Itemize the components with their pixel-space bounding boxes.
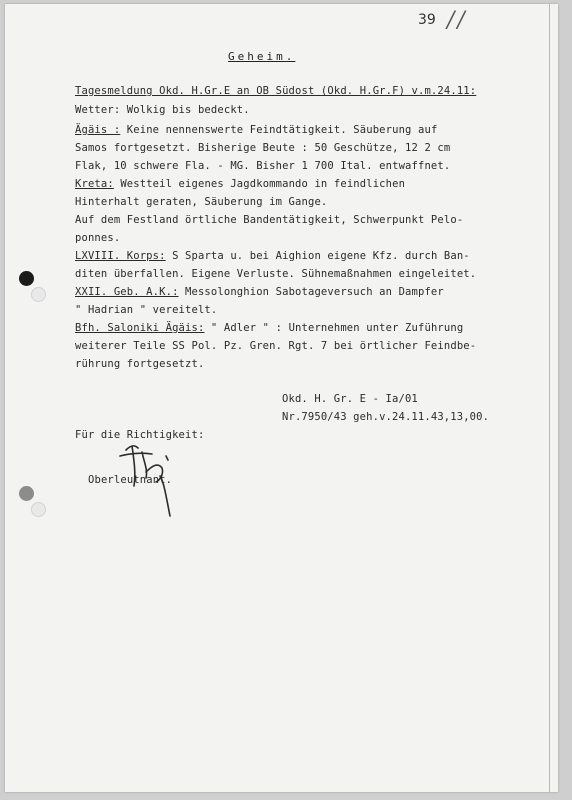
page-edge-line [549, 4, 550, 792]
kreta-line-1 [75, 178, 405, 190]
aegaeis-label: Ägäis : [75, 124, 121, 136]
signature-rank: Oberleutnant. [88, 474, 173, 486]
kreta-text: Westteil eigenes Jagdkommando in feindlichen [113, 178, 406, 190]
aegaeis-text: Keine nennenswerte Feindtätigkeit. Säuberung auf [120, 124, 438, 136]
gebak-text: Messolonghion Sabotageversuch an Dampfer [178, 286, 444, 298]
korps-line-2: diten überfallen. Eigene Verluste. Sühnemaßnahmen eingeleitet. [75, 268, 477, 280]
certification-label: Für die Richtigkeit: [75, 429, 205, 441]
aegaeis-line-1 [75, 124, 437, 136]
report-title: Tagesmeldung Okd. H.Gr.E an OB Südost (Okd. H.Gr.F) v.m.24.11: [75, 85, 477, 97]
kreta-line-2: Hinterhalt geraten, Säuberung im Gange. [75, 196, 328, 208]
festland-line-1: Auf dem Festland örtliche Bandentätigkeit, Schwerpunkt Pelo- [75, 214, 464, 226]
punch-hole [19, 486, 34, 501]
korps-label: LXVIII. Korps: [75, 250, 166, 262]
saloniki-label: Bfh. Saloniki Ägäis: [75, 322, 205, 334]
punch-hole [19, 271, 34, 286]
classification-heading: Geheim. [228, 50, 296, 63]
archive-page-number: 39 [418, 12, 436, 28]
punch-hole-shadow [31, 287, 46, 302]
festland-line-2: ponnes. [75, 232, 121, 244]
korps-text: S Sparta u. bei Aighion eigene Kfz. durch Ban- [165, 250, 470, 262]
korps-line-1 [75, 250, 470, 262]
aegaeis-line-3: Flak, 10 schwere Fla. - MG. Bisher 1 700 Ital. entwaffnet. [75, 160, 451, 172]
punch-hole-shadow [31, 502, 46, 517]
aegaeis-line-2: Samos fortgesetzt. Bisherige Beute : 50 Geschütze, 12 2 cm [75, 142, 451, 154]
gebak-line-2: " Hadrian " vereitelt. [75, 304, 218, 316]
saloniki-line-1 [75, 322, 463, 334]
kreta-label: Kreta: [75, 178, 114, 190]
gebak-label: XXII. Geb. A.K.: [75, 286, 179, 298]
weather-line: Wetter: Wolkig bis bedeckt. [75, 104, 250, 116]
saloniki-line-2: weiterer Teile SS Pol. Pz. Gren. Rgt. 7 bei örtlicher Feindbe- [75, 340, 477, 352]
reference-line-2: Nr.7950/43 geh.v.24.11.43,13,00. [282, 411, 490, 423]
reference-line-1: Okd. H. Gr. E - Ia/01 [282, 393, 418, 405]
saloniki-line-3: rührung fortgesetzt. [75, 358, 205, 370]
pencil-mark: // [447, 8, 468, 33]
saloniki-text: " Adler " : Unternehmen unter Zuführung [204, 322, 464, 334]
gebak-line-1 [75, 286, 444, 298]
